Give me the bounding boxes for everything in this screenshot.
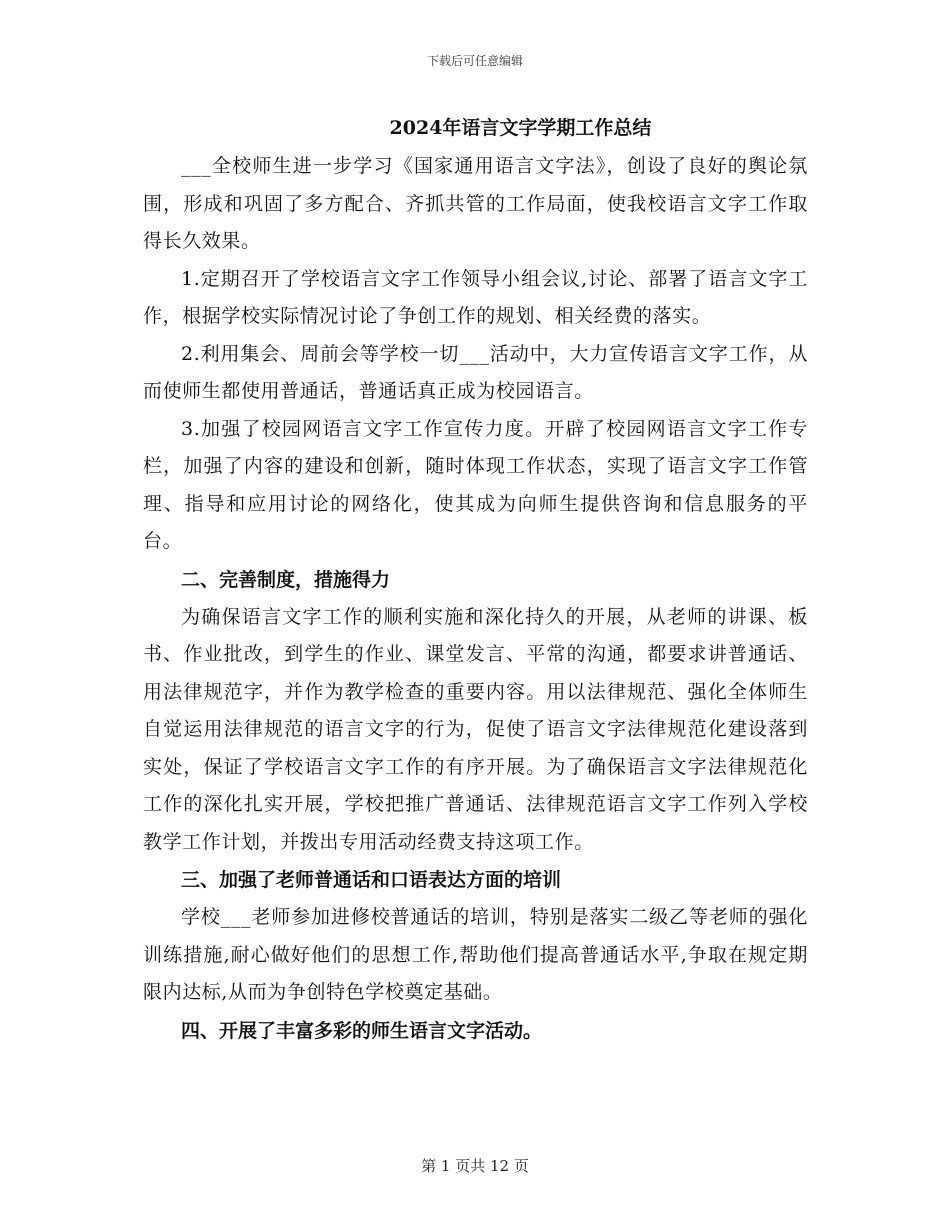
list-item: 2.利用集会、周前会等学校一切___活动中，大力宣传语言文字工作，从而使师生都使用普通话，普通话真正成为校园语言。 [143, 342, 808, 402]
section-heading-2: 二、完善制度，措施得力 [181, 568, 391, 591]
page-header-note: 下载后可任意编辑 [426, 54, 523, 68]
document-body [143, 108, 808, 1050]
section-heading-3: 三、加强了老师普通话和口语表达方面的培训 [181, 869, 562, 891]
list-item: 3.加强了校园网语言文字工作宣传力度。开辟了校园网语言文字工作专栏，加强了内容的建设和创新，随时体现工作状态，实现了语言文字工作管理、指导和应用讨论的网络化，使其成为向师生提供咨询和信息服务的平台。 [143, 417, 808, 552]
page-number: 第 1 页共 12 页 [421, 1157, 529, 1175]
list-item: 1.定期召开了学校语言文字工作领导小组会议,讨论、部署了语言文字工作，根据学校实际情况讨论了争创工作的规划、相关经费的落实。 [143, 267, 808, 327]
section-body-3: 学校___老师参加进修校普通话的培训，特别是落实二级乙等老师的强化训练措施,耐心做好他们的思想工作,帮助他们提高普通话水平,争取在规定期限内达标,从而为争创特色学校奠定基础。 [143, 906, 808, 1003]
section-body-2: 为确保语言文字工作的顺利实施和深化持久的开展，从老师的讲课、板书、作业批改，到学生的作业、课堂发言、平常的沟通，都要求讲普通话、用法律规范字，并作为教学检查的重要内容。用以法律规范、强化全体师生自觉运用法律规范的语言文字的行为，促使了语言文字法律规范化建设落到实处，保证了学校语言文字工作的有序开展。为了确保语言文字法律规范化工作的深化扎实开展，学校把推广普通话、法律规范语言文字工作列入学校教学工作计划，并拨出专用活动经费支持这项工作。 [143, 605, 808, 853]
intro-paragraph: ___全校师生进一步学习《国家通用语言文字法》，创设了良好的舆论氛围，形成和巩固了多方配合、齐抓共管的工作局面，使我校语言文字工作取得长久效果。 [143, 155, 808, 252]
section-heading-4: 四、开展了丰富多彩的师生语言文字活动。 [181, 1019, 543, 1042]
document-title: 2024年语言文字学期工作总结 [389, 117, 652, 139]
